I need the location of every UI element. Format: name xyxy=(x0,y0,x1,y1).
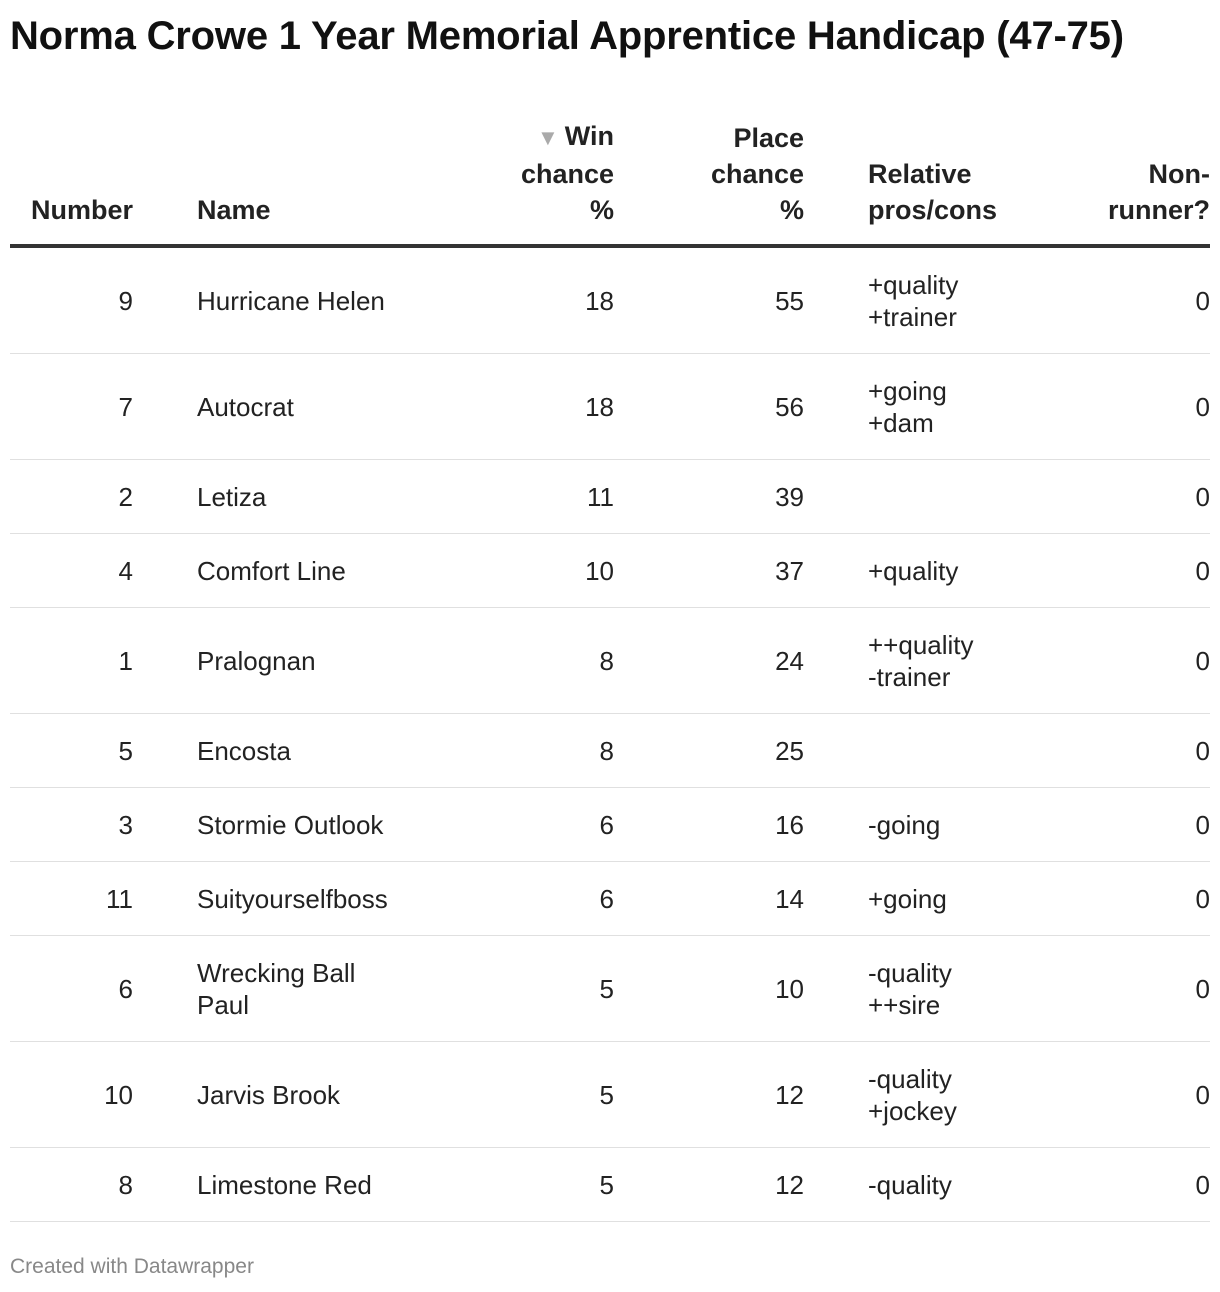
header-pros-cons[interactable]: Relative pros/cons xyxy=(868,118,1058,246)
cell-name-line: Autocrat xyxy=(197,391,294,422)
cell-spacer xyxy=(804,788,868,862)
cell-name-line: Hurricane Helen xyxy=(197,285,385,316)
cell-number: 5 xyxy=(10,714,133,788)
cell-spacer xyxy=(804,608,868,714)
table-row xyxy=(10,1148,1210,1222)
cell-pros-cons-line: +going xyxy=(868,883,947,914)
table-row xyxy=(10,608,1210,714)
cell-win-chance: 8 xyxy=(429,714,614,788)
table-row xyxy=(10,788,1210,862)
header-number[interactable]: Number xyxy=(10,118,133,246)
cell-win-chance: 11 xyxy=(429,460,614,534)
cell-pros-cons-line: +dam xyxy=(868,407,934,438)
cell-place-chance: 12 xyxy=(614,1148,804,1222)
cell-spacer xyxy=(133,1042,197,1148)
cell-name-line: Jarvis Brook xyxy=(197,1079,341,1110)
cell-pros-cons-line: -quality xyxy=(868,1063,952,1094)
cell-win-chance: 8 xyxy=(429,608,614,714)
cell-place-chance: 55 xyxy=(614,246,804,354)
cell-pros-cons xyxy=(868,714,1058,788)
cell-number: 7 xyxy=(10,354,133,460)
cell-pros-cons-line: +quality xyxy=(868,555,959,586)
table-row xyxy=(10,862,1210,936)
table-row xyxy=(10,534,1210,608)
cell-pros-cons xyxy=(868,1148,1058,1222)
cell-spacer xyxy=(133,788,197,862)
cell-pros-cons xyxy=(868,534,1058,608)
cell-spacer xyxy=(133,534,197,608)
cell-spacer xyxy=(133,460,197,534)
table-row xyxy=(10,1042,1210,1148)
datawrapper-credit[interactable]: Created with Datawrapper xyxy=(10,1255,254,1278)
cell-name xyxy=(197,246,429,354)
cell-pros-cons xyxy=(868,1042,1058,1148)
header-place-chance[interactable]: Place chance % xyxy=(614,118,804,246)
cell-pros-cons xyxy=(868,354,1058,460)
cell-number: 4 xyxy=(10,534,133,608)
cell-pros-cons-line: -trainer xyxy=(868,661,951,692)
chart-title: Norma Crowe 1 Year Memorial Apprentice Handicap (47-75) xyxy=(10,14,1124,58)
table-row xyxy=(10,246,1210,354)
cell-name-line: Limestone Red xyxy=(197,1169,372,1200)
chart-container xyxy=(10,0,1210,1278)
header-name[interactable]: Name xyxy=(197,118,429,246)
cell-pros-cons xyxy=(868,788,1058,862)
cell-place-chance: 14 xyxy=(614,862,804,936)
cell-non-runner: 0 xyxy=(1058,714,1210,788)
cell-number: 11 xyxy=(10,862,133,936)
cell-name xyxy=(197,862,429,936)
cell-pros-cons-line: ++quality xyxy=(868,629,974,660)
cell-number: 10 xyxy=(10,1042,133,1148)
cell-name xyxy=(197,354,429,460)
cell-spacer xyxy=(804,862,868,936)
cell-pros-cons-line: +going xyxy=(868,375,947,406)
cell-pros-cons-line: +quality xyxy=(868,269,959,300)
cell-pros-cons-line: -quality xyxy=(868,1169,952,1200)
cell-win-chance: 18 xyxy=(429,246,614,354)
cell-pros-cons-line: ++sire xyxy=(868,989,941,1020)
cell-non-runner: 0 xyxy=(1058,788,1210,862)
cell-place-chance: 12 xyxy=(614,1042,804,1148)
cell-name-line: Suityourselfboss xyxy=(197,883,388,914)
cell-spacer xyxy=(133,714,197,788)
cell-name-line: Letiza xyxy=(197,481,267,512)
runners-table xyxy=(10,118,1210,1222)
cell-win-chance: 5 xyxy=(429,936,614,1042)
header-row xyxy=(10,118,1210,246)
cell-win-chance: 5 xyxy=(429,1148,614,1222)
cell-non-runner: 0 xyxy=(1058,460,1210,534)
cell-place-chance: 24 xyxy=(614,608,804,714)
cell-spacer xyxy=(804,534,868,608)
cell-name-line: Wrecking Ball xyxy=(197,957,356,988)
cell-place-chance: 37 xyxy=(614,534,804,608)
table-row xyxy=(10,936,1210,1042)
cell-non-runner: 0 xyxy=(1058,246,1210,354)
cell-non-runner: 0 xyxy=(1058,862,1210,936)
cell-name xyxy=(197,1148,429,1222)
cell-number: 1 xyxy=(10,608,133,714)
cell-win-chance: 18 xyxy=(429,354,614,460)
cell-name-line: Stormie Outlook xyxy=(197,809,384,840)
table-row xyxy=(10,714,1210,788)
cell-spacer xyxy=(804,936,868,1042)
cell-place-chance: 25 xyxy=(614,714,804,788)
cell-win-chance: 10 xyxy=(429,534,614,608)
cell-spacer xyxy=(804,460,868,534)
cell-pros-cons-line: +jockey xyxy=(868,1095,957,1126)
header-spacer xyxy=(804,118,868,246)
table-row xyxy=(10,460,1210,534)
cell-non-runner: 0 xyxy=(1058,936,1210,1042)
cell-name xyxy=(197,714,429,788)
header-non-runner[interactable]: Non- runner? xyxy=(1058,118,1210,246)
cell-non-runner: 0 xyxy=(1058,1148,1210,1222)
cell-non-runner: 0 xyxy=(1058,354,1210,460)
cell-name xyxy=(197,936,429,1042)
cell-number: 3 xyxy=(10,788,133,862)
sort-desc-icon: ▼ xyxy=(536,125,559,150)
cell-place-chance: 10 xyxy=(614,936,804,1042)
cell-win-chance: 5 xyxy=(429,1042,614,1148)
cell-pros-cons xyxy=(868,460,1058,534)
cell-spacer xyxy=(133,862,197,936)
cell-name-line: Paul xyxy=(197,989,250,1020)
cell-pros-cons xyxy=(868,608,1058,714)
cell-name-line: Pralognan xyxy=(197,645,316,676)
cell-number: 2 xyxy=(10,460,133,534)
cell-place-chance: 39 xyxy=(614,460,804,534)
cell-spacer xyxy=(804,246,868,354)
cell-win-chance: 6 xyxy=(429,788,614,862)
cell-spacer xyxy=(133,246,197,354)
cell-spacer xyxy=(804,1042,868,1148)
cell-pros-cons xyxy=(868,862,1058,936)
cell-place-chance: 56 xyxy=(614,354,804,460)
header-spacer xyxy=(133,118,197,246)
cell-pros-cons-line: +trainer xyxy=(868,301,957,332)
cell-name xyxy=(197,460,429,534)
cell-pros-cons-line: -quality xyxy=(868,957,952,988)
cell-non-runner: 0 xyxy=(1058,1042,1210,1148)
header-win-chance[interactable]: ▼ Win chance % xyxy=(429,118,614,246)
cell-spacer xyxy=(133,608,197,714)
cell-name xyxy=(197,1042,429,1148)
cell-name-line: Comfort Line xyxy=(197,555,346,586)
cell-pros-cons xyxy=(868,246,1058,354)
table-body xyxy=(10,246,1210,1222)
cell-name xyxy=(197,534,429,608)
cell-non-runner: 0 xyxy=(1058,608,1210,714)
cell-pros-cons-line: -going xyxy=(868,809,941,840)
cell-name xyxy=(197,788,429,862)
cell-spacer xyxy=(804,714,868,788)
cell-pros-cons xyxy=(868,936,1058,1042)
cell-spacer xyxy=(133,354,197,460)
cell-spacer xyxy=(133,1148,197,1222)
cell-name-line: Encosta xyxy=(197,735,291,766)
cell-non-runner: 0 xyxy=(1058,534,1210,608)
cell-place-chance: 16 xyxy=(614,788,804,862)
cell-number: 8 xyxy=(10,1148,133,1222)
cell-number: 6 xyxy=(10,936,133,1042)
cell-spacer xyxy=(133,936,197,1042)
cell-number: 9 xyxy=(10,246,133,354)
table-row xyxy=(10,354,1210,460)
cell-spacer xyxy=(804,354,868,460)
cell-win-chance: 6 xyxy=(429,862,614,936)
cell-name xyxy=(197,608,429,714)
cell-spacer xyxy=(804,1148,868,1222)
